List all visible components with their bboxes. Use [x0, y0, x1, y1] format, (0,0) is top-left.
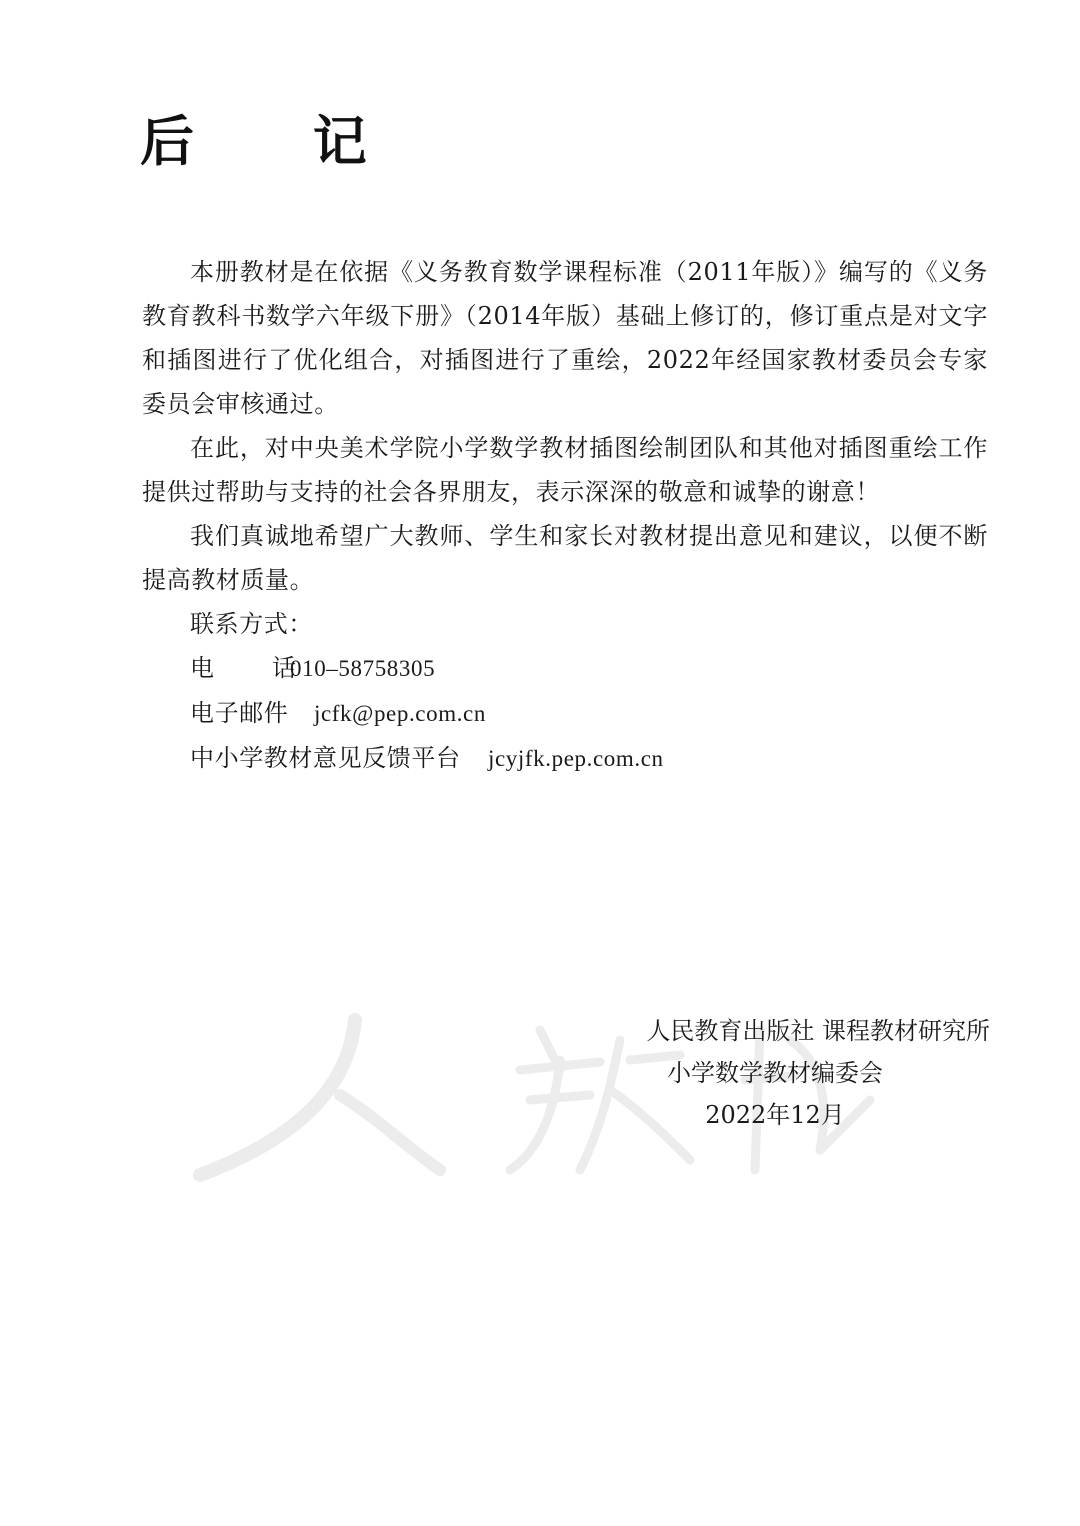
- phone-label: [190, 646, 296, 690]
- portal-value: jcyjfk.pep.com.cn: [488, 746, 664, 771]
- email-label: 电子邮件: [190, 699, 289, 727]
- signature-publisher: 人民教育出版社 课程教材研究所: [646, 1017, 990, 1045]
- signature-block: [560, 1010, 990, 1136]
- phone-label-char-1: 电: [190, 654, 214, 682]
- phone-label-char-2: 话: [272, 654, 296, 682]
- signature-committee: 小学数学教材编委会: [667, 1059, 883, 1087]
- signature-date: 2022年12月: [705, 1101, 845, 1129]
- phone-value: 010–58758305: [290, 656, 436, 681]
- contact-phone: [142, 646, 988, 691]
- contact-heading: 联系方式：: [190, 610, 313, 638]
- contact-portal: [142, 736, 988, 781]
- contact-email: [142, 691, 988, 736]
- paragraph-thanks: 在此，对中央美术学院小学数学教材插图绘制团队和其他对插图重绘工作提供过帮助与支持的社会各界朋友，表示深深的敬意和诚挚的谢意！: [142, 434, 988, 506]
- paragraph-revision: 本册教材是在依据《义务教育数学课程标准（2011年版）》编写的《义务教育教科书数学六年级下册》（2014年版）基础上修订的，修订重点是对文字和插图进行了优化组合，对插图进行了重绘，2022年经国家教材委员会专家委员会审核通过。: [142, 258, 988, 418]
- email-value: jcfk@pep.com.cn: [314, 701, 486, 726]
- portal-label: 中小学教材意见反馈平台: [190, 744, 461, 772]
- paragraph-feedback: 我们真诚地希望广大教师、学生和家长对教材提出意见和建议，以便不断提高教材质量。: [142, 522, 988, 594]
- page-title: 后 记: [140, 110, 417, 173]
- afterword-body: [142, 250, 988, 781]
